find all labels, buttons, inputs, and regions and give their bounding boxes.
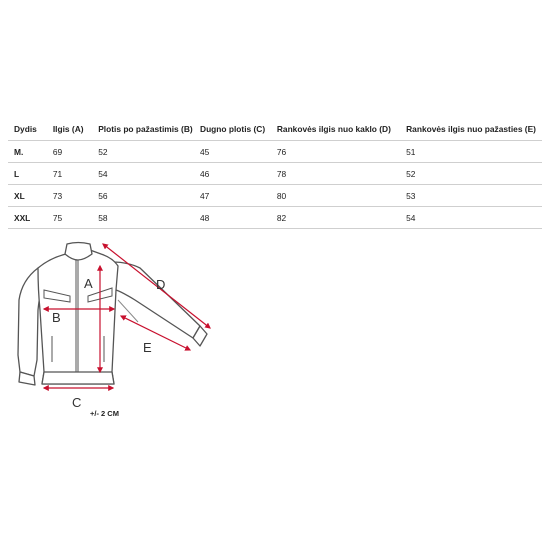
header-sleeve-from-neck-d: Rankovės ilgis nuo kaklo (D)	[271, 118, 400, 141]
table-cell: 71	[47, 163, 92, 185]
table-cell: 46	[194, 163, 271, 185]
table-cell: 78	[271, 163, 400, 185]
table-cell: 73	[47, 185, 92, 207]
label-e: E	[143, 340, 152, 355]
table-cell: XXL	[8, 207, 47, 229]
header-chest-width-b: Plotis po pažastimis (B)	[92, 118, 194, 141]
table-cell: 80	[271, 185, 400, 207]
table-cell: 69	[47, 141, 92, 163]
table-cell: 56	[92, 185, 194, 207]
jacket-outline	[18, 243, 207, 386]
hem-band	[42, 372, 114, 384]
table-cell: XL	[8, 185, 47, 207]
table-cell: 52	[92, 141, 194, 163]
table-cell: 45	[194, 141, 271, 163]
table-cell: 82	[271, 207, 400, 229]
table-cell: 48	[194, 207, 271, 229]
table-cell: 52	[400, 163, 542, 185]
table-cell: 76	[271, 141, 400, 163]
label-a: A	[84, 276, 93, 291]
table-cell: 58	[92, 207, 194, 229]
label-c: C	[72, 395, 82, 410]
table-cell: 53	[400, 185, 542, 207]
collar	[65, 243, 92, 261]
table-cell: 47	[194, 185, 271, 207]
table-cell: L	[8, 163, 47, 185]
header-sleeve-from-armpit-e: Rankovės ilgis nuo pažasties (E)	[400, 118, 542, 141]
table-cell: M.	[8, 141, 47, 163]
table-cell: 51	[400, 141, 542, 163]
right-sleeve	[112, 262, 200, 338]
header-length-a: Ilgis (A)	[47, 118, 92, 141]
tolerance-note: +/- 2 CM	[90, 409, 119, 418]
label-d: D	[156, 277, 166, 292]
header-hem-width-c: Dugno plotis (C)	[194, 118, 271, 141]
table-cell: 54	[400, 207, 542, 229]
table-cell: 54	[92, 163, 194, 185]
table-cell: 75	[47, 207, 92, 229]
header-size: Dydis	[8, 118, 47, 141]
label-b: B	[52, 310, 61, 325]
